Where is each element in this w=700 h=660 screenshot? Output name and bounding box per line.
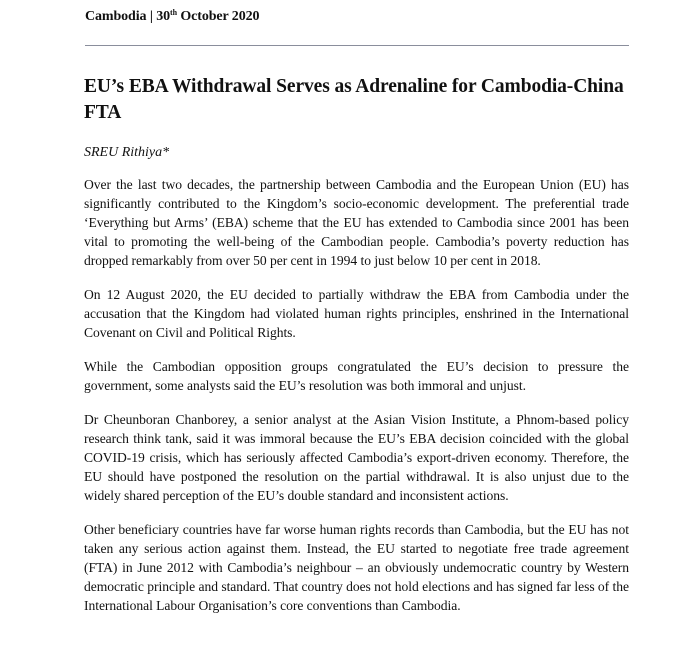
header-date-rest: October 2020: [180, 9, 260, 24]
paragraph: While the Cambodian opposition groups congratulated the EU’s decision to pressure the government, some analysts said the EU’s resolution was both immoral and unjust.: [84, 359, 629, 393]
document-header: [85, 9, 259, 25]
header-separator: |: [149, 9, 153, 24]
header-country: Cambodia: [85, 9, 147, 24]
paragraph: Other beneficiary countries have far worse human rights records than Cambodia, but the EU has not taken any serious action against them. Instead, the EU started to negotiate free trade agreement (FTA) in June 2012 with Cambodia’s neighbour – an obviously undemocratic country by Western democratic principle and standard. That country does not hold elections and has signed far less of the International Labour Organisation’s core conventions than Cambodia.: [84, 522, 629, 613]
article-title: EU’s EBA Withdrawal Serves as Adrenaline for Cambodia-China FTA: [84, 76, 624, 123]
header-date-day: 30: [156, 9, 171, 24]
header-date-suffix: th: [170, 8, 177, 17]
paragraph: On 12 August 2020, the EU decided to partially withdraw the EBA from Cambodia under the accusation that the Kingdom had violated human rights principles, enshrined in the International Covenant on Civil and Political Rights.: [84, 287, 629, 340]
paragraph: Dr Cheunboran Chanborey, a senior analyst at the Asian Vision Institute, a Phnom-based policy research think tank, said it was immoral because the EU’s EBA decision coincided with the global COVID-19 crisis, which has seriously affected Cambodia’s export-driven economy. Therefore, the EU should have postponed the resolution on the partial withdrawal. It is also unjust due to the widely shared perception of the EU’s double standard and inconsistent actions.: [84, 412, 629, 503]
article-author: SREU Rithiya*: [84, 145, 170, 160]
article-body: [84, 175, 629, 630]
paragraph: Over the last two decades, the partnership between Cambodia and the European Union (EU) has significantly contributed to the Kingdom’s socio-economic development. The preferential trade ‘Everything but Arms’ (EBA) scheme that the EU has extended to Cambodia since 2001 has been vital to promoting the well-being of the Cambodian people. Cambodia’s poverty reduction has dropped remarkably from over 50 per cent in 1994 to just below 10 per cent in 2018.: [84, 177, 629, 268]
header-date: [156, 9, 259, 24]
header-divider: [85, 45, 629, 46]
